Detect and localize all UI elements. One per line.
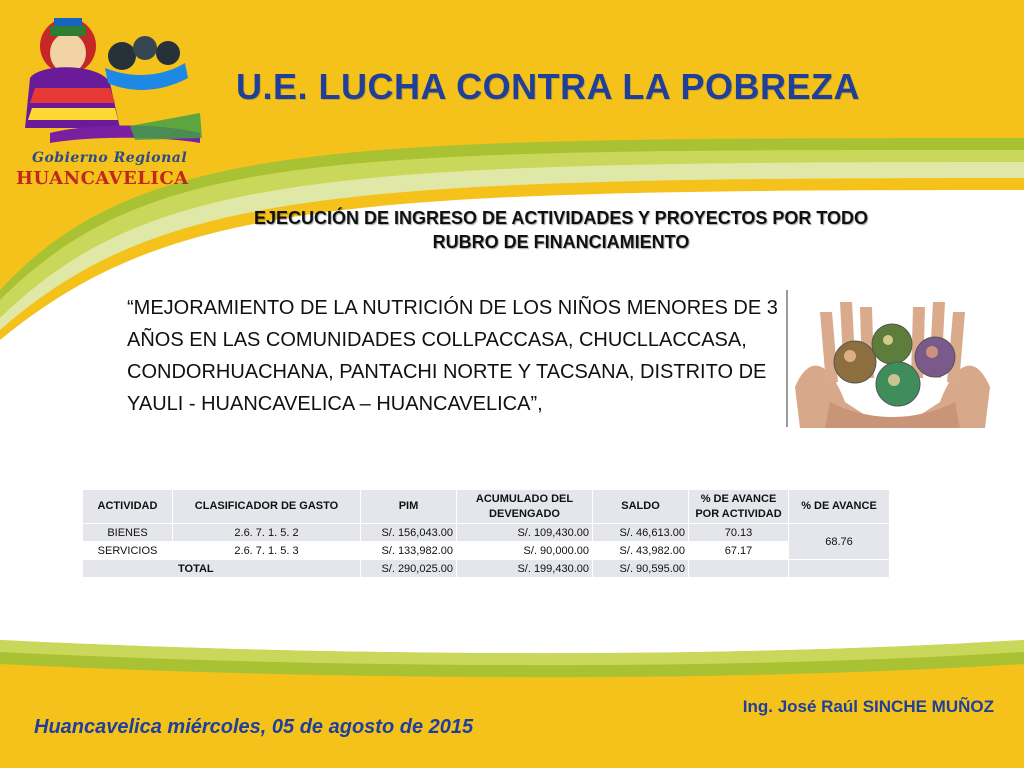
cell-avance-actividad: 67.17 — [689, 542, 789, 560]
page-title: U.E. LUCHA CONTRA LA POBREZA — [236, 66, 860, 107]
cell-avance-total: 68.76 — [789, 524, 890, 560]
subtitle-line-2: RUBRO DE FINANCIAMIENTO — [432, 232, 690, 252]
cell-saldo: S/. 43,982.00 — [593, 542, 689, 560]
section-subtitle — [130, 206, 992, 254]
table-row — [83, 542, 890, 560]
cell-clasificador: 2.6. 7. 1. 5. 2 — [173, 524, 361, 542]
cell-acumulado: S/. 109,430.00 — [457, 524, 593, 542]
column-header-avance: % DE AVANCE — [789, 490, 890, 524]
subtitle-line-1: EJECUCIÓN DE INGRESO DE ACTIVIDADES Y PROYECTOS POR TODO — [253, 208, 869, 228]
cell-total-pim: S/. 290,025.00 — [361, 560, 457, 578]
divider — [786, 290, 788, 427]
cell-total-saldo: S/. 90,595.00 — [593, 560, 689, 578]
table-total-row — [83, 560, 890, 578]
column-header-acumulado: ACUMULADO DEL DEVENGADO — [457, 490, 593, 524]
cell-saldo: S/. 46,613.00 — [593, 524, 689, 542]
column-header-clasificador: CLASIFICADOR DE GASTO — [173, 490, 361, 524]
column-header-saldo: SALDO — [593, 490, 689, 524]
cell-clasificador: 2.6. 7. 1. 5. 3 — [173, 542, 361, 560]
ejecucion-table — [82, 489, 890, 578]
logo-gobierno-regional-text: Gobierno Regional — [32, 150, 188, 166]
column-header-actividad: ACTIVIDAD — [83, 490, 173, 524]
cell-avance-actividad: 70.13 — [689, 524, 789, 542]
cell-total-empty — [789, 560, 890, 578]
engineer-name: Ing. José Raúl SINCHE MUÑOZ — [742, 697, 994, 716]
column-header-avance-actividad: % DE AVANCE POR ACTIVIDAD — [689, 490, 789, 524]
cell-actividad: SERVICIOS — [83, 542, 173, 560]
logo-huancavelica-text: HUANCAVELICA — [16, 168, 189, 189]
table-row — [83, 524, 890, 542]
hands-holding-spheres-image — [790, 292, 995, 428]
project-description: “MEJORAMIENTO DE LA NUTRICIÓN DE LOS NIÑOS MENORES DE 3 AÑOS EN LAS COMUNIDADES COLLPACCASA, CHUCLLACCASA, CONDORHUACHANA, PANTACHI NORTE Y TACSANA, DISTRITO DE YAULI - HUANCAVELICA – HUANCAVELICA”, — [127, 297, 778, 415]
cell-total-acumulado: S/. 199,430.00 — [457, 560, 593, 578]
cell-pim: S/. 156,043.00 — [361, 524, 457, 542]
cell-total-label: TOTAL — [83, 560, 361, 578]
footer-date: Huancavelica miércoles, 05 de agosto de 2015 — [34, 716, 474, 738]
cell-total-empty — [689, 560, 789, 578]
cell-acumulado: S/. 90,000.00 — [457, 542, 593, 560]
cell-pim: S/. 133,982.00 — [361, 542, 457, 560]
table-header-row — [83, 490, 890, 524]
column-header-pim: PIM — [361, 490, 457, 524]
cell-actividad: BIENES — [83, 524, 173, 542]
